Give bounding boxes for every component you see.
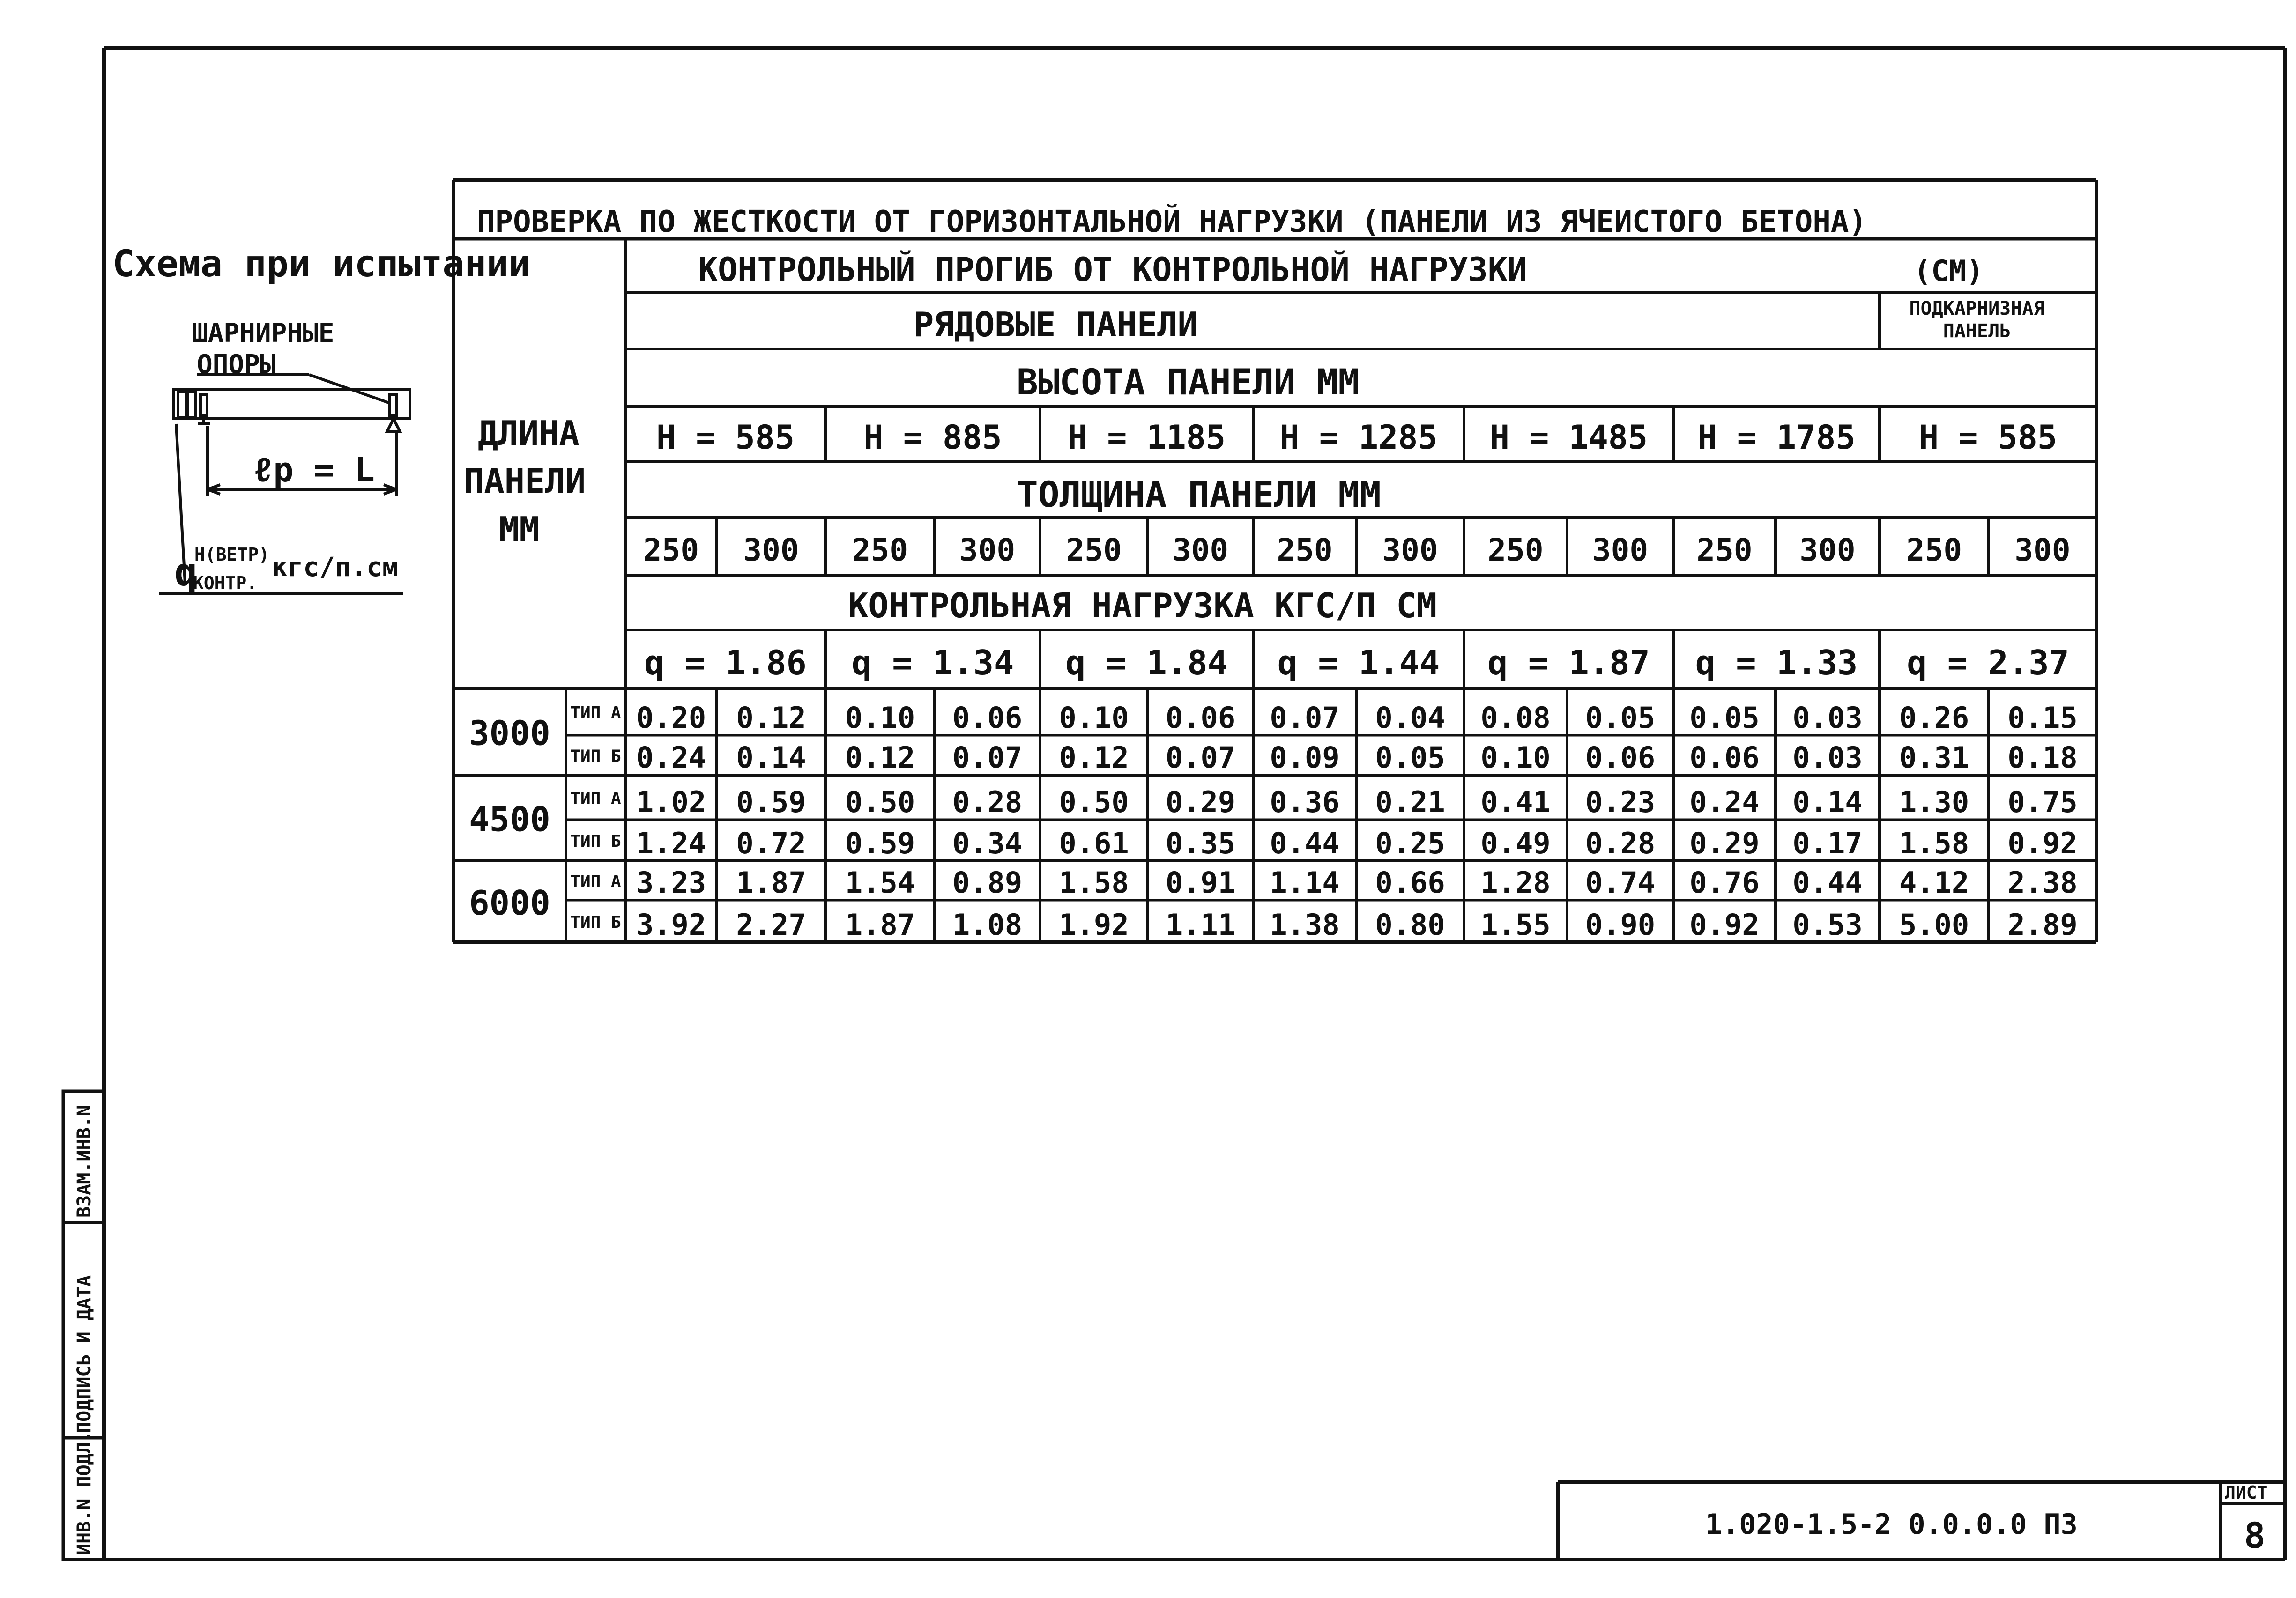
deflection-value: 0.74 xyxy=(1585,866,1656,900)
deflection-value: 0.06 xyxy=(1585,740,1656,775)
thickness-value: 300 xyxy=(2014,532,2071,568)
load-value: q = 1.86 xyxy=(644,643,807,682)
deflection-value: 0.53 xyxy=(1792,908,1863,942)
load-value: q = 1.44 xyxy=(1277,643,1440,682)
deflection-value: 0.44 xyxy=(1792,866,1863,900)
height-value: Н = 585 xyxy=(1918,418,2058,457)
load-symbol: q xyxy=(174,550,198,595)
load-superscript: Н(ВЕТР) xyxy=(194,544,270,565)
deflection-value: 1.08 xyxy=(952,908,1023,942)
deflection-value: 0.14 xyxy=(736,740,806,775)
deflection-value: 0.59 xyxy=(736,785,806,819)
deflection-value: 1.87 xyxy=(845,908,915,942)
deflection-value: 0.10 xyxy=(845,701,915,735)
deflection-value: 3.92 xyxy=(636,908,706,942)
deflection-value: 1.14 xyxy=(1270,866,1340,900)
row-panels-header: РЯДОВЫЕ ПАНЕЛИ xyxy=(914,305,1198,344)
length-header-line3: ММ xyxy=(499,510,540,549)
panel-type: ТИП Б xyxy=(570,747,621,766)
deflection-value: 0.10 xyxy=(1480,740,1551,775)
deflection-value: 0.21 xyxy=(1375,785,1445,819)
eave-panel-line1: ПОДКАРНИЗНАЯ xyxy=(1909,298,2045,319)
deflection-value: 1.58 xyxy=(1059,866,1129,900)
title-block xyxy=(1558,1482,2285,1560)
panel-type: ТИП А xyxy=(570,703,621,723)
scheme-title: Схема при испытании xyxy=(112,243,531,285)
thickness-value: 300 xyxy=(1172,532,1229,568)
deflection-value: 1.54 xyxy=(845,866,915,900)
deflection-value: 0.20 xyxy=(636,701,706,735)
deflection-value: 0.05 xyxy=(1689,701,1760,735)
panel-type: ТИП А xyxy=(570,789,621,808)
height-value: Н = 1285 xyxy=(1279,418,1438,457)
deflection-value: 0.44 xyxy=(1270,826,1340,860)
load-value: q = 1.33 xyxy=(1695,643,1858,682)
deflection-value: 2.38 xyxy=(2007,866,2078,900)
panel-length: 3000 xyxy=(469,713,550,753)
deflection-value: 1.24 xyxy=(636,826,706,860)
deflection-value: 0.15 xyxy=(2007,701,2078,735)
span-label: ℓр = L xyxy=(253,450,375,489)
height-value: Н = 585 xyxy=(656,418,795,457)
deflection-value: 0.61 xyxy=(1059,826,1129,860)
load-value: q = 2.37 xyxy=(1907,643,2069,682)
deflection-value: 0.41 xyxy=(1480,785,1551,819)
deflection-value: 0.76 xyxy=(1689,866,1760,900)
deflection-value: 0.59 xyxy=(845,826,915,860)
deflection-value: 0.66 xyxy=(1375,866,1445,900)
deflection-value: 3.23 xyxy=(636,866,706,900)
deflection-value: 0.18 xyxy=(2007,740,2078,775)
deflection-value: 0.36 xyxy=(1270,785,1340,819)
deflection-value: 0.90 xyxy=(1585,908,1656,942)
thickness-value: 300 xyxy=(959,532,1016,568)
length-header-line1: ДЛИНА xyxy=(478,414,580,453)
deflection-value: 0.72 xyxy=(736,826,806,860)
stamp-vzam-inv: ВЗАМ.ИНВ.N xyxy=(74,1105,95,1218)
deflection-value: 0.05 xyxy=(1585,701,1656,735)
deflection-value: 1.87 xyxy=(736,866,806,900)
height-value: Н = 885 xyxy=(863,418,1002,457)
deflection-value: 0.28 xyxy=(952,785,1023,819)
deflection-value: 1.58 xyxy=(1899,826,1969,860)
thickness-value: 300 xyxy=(743,532,799,568)
height-header: ВЫСОТА ПАНЕЛИ ММ xyxy=(1017,361,1360,403)
test-scheme xyxy=(112,243,530,595)
stamp-inv-podl: ИНВ.N ПОДЛ. xyxy=(74,1431,95,1555)
thickness-value: 250 xyxy=(1696,532,1753,568)
panel-length: 4500 xyxy=(469,799,550,839)
deflection-unit: (СМ) xyxy=(1914,254,1984,288)
deflection-value: 0.03 xyxy=(1792,701,1863,735)
deflection-value: 1.11 xyxy=(1165,908,1236,942)
deflection-value: 1.02 xyxy=(636,785,706,819)
thickness-value: 300 xyxy=(1799,532,1856,568)
deflection-value: 0.09 xyxy=(1270,740,1340,775)
deflection-value: 2.89 xyxy=(2007,908,2078,942)
deflection-value: 0.23 xyxy=(1585,785,1656,819)
panel-type: ТИП Б xyxy=(570,832,621,851)
deflection-header: КОНТРОЛЬНЫЙ ПРОГИБ ОТ КОНТРОЛЬНОЙ НАГРУЗКИ xyxy=(698,251,1528,289)
load-unit: кгс/п.см xyxy=(272,552,398,583)
thickness-value: 250 xyxy=(1066,532,1122,568)
deflection-value: 2.27 xyxy=(736,908,806,942)
deflection-value: 0.07 xyxy=(1165,740,1236,775)
load-header: КОНТРОЛЬНАЯ НАГРУЗКА КГС/П СМ xyxy=(848,586,1437,625)
thickness-value: 300 xyxy=(1382,532,1438,568)
deflection-value: 0.04 xyxy=(1375,701,1445,735)
deflection-value: 0.80 xyxy=(1375,908,1445,942)
deflection-value: 0.07 xyxy=(952,740,1023,775)
deflection-value: 1.38 xyxy=(1270,908,1340,942)
height-value: Н = 1185 xyxy=(1067,418,1226,457)
deflection-value: 0.05 xyxy=(1375,740,1445,775)
deflection-value: 0.29 xyxy=(1689,826,1760,860)
deflection-value: 0.25 xyxy=(1375,826,1445,860)
deflection-value: 0.24 xyxy=(636,740,706,775)
deflection-value: 0.24 xyxy=(1689,785,1760,819)
deflection-value: 0.49 xyxy=(1480,826,1551,860)
sheet-label: ЛИСТ xyxy=(2225,1482,2268,1503)
panel-type: ТИП А xyxy=(570,872,621,891)
stamp-signature-date: ПОДПИСЬ И ДАТА xyxy=(74,1275,95,1433)
deflection-value: 0.17 xyxy=(1792,826,1863,860)
deflection-value: 0.08 xyxy=(1480,701,1551,735)
deflection-value: 0.07 xyxy=(1270,701,1340,735)
thickness-value: 300 xyxy=(1592,532,1649,568)
deflection-value: 0.35 xyxy=(1165,826,1236,860)
side-stamp xyxy=(63,1091,104,1560)
deflection-value: 5.00 xyxy=(1899,908,1969,942)
stiffness-table xyxy=(453,180,2096,942)
thickness-value: 250 xyxy=(1906,532,1962,568)
height-value: Н = 1485 xyxy=(1489,418,1648,457)
thickness-value: 250 xyxy=(643,532,699,568)
deflection-value: 0.06 xyxy=(952,701,1023,735)
deflection-value: 4.12 xyxy=(1899,866,1969,900)
thickness-value: 250 xyxy=(1277,532,1333,568)
deflection-value: 0.12 xyxy=(1059,740,1129,775)
table-title: ПРОВЕРКА ПО ЖЕСТКОСТИ ОТ ГОРИЗОНТАЛЬНОЙ НАГРУЗКИ (ПАНЕЛИ ИЗ ЯЧЕИСТОГО БЕТОНА) xyxy=(477,205,1867,239)
thickness-value: 250 xyxy=(852,532,908,568)
deflection-value: 0.31 xyxy=(1899,740,1969,775)
eave-panel-line2: ПАНЕЛЬ xyxy=(1943,320,2011,342)
deflection-value: 0.28 xyxy=(1585,826,1656,860)
sheet-number: 8 xyxy=(2244,1515,2266,1556)
deflection-value: 0.89 xyxy=(952,866,1023,900)
deflection-value: 0.50 xyxy=(845,785,915,819)
deflection-value: 0.91 xyxy=(1165,866,1236,900)
length-header-line2: ПАНЕЛИ xyxy=(464,461,586,501)
deflection-value: 0.06 xyxy=(1689,740,1760,775)
supports-label-line2: ОПОРЫ xyxy=(197,349,276,380)
deflection-value: 0.06 xyxy=(1165,701,1236,735)
deflection-value: 0.03 xyxy=(1792,740,1863,775)
deflection-value: 0.12 xyxy=(845,740,915,775)
deflection-value: 1.55 xyxy=(1480,908,1551,942)
height-value: Н = 1785 xyxy=(1697,418,1856,457)
deflection-value: 0.34 xyxy=(952,826,1023,860)
thickness-value: 250 xyxy=(1487,532,1544,568)
load-value: q = 1.34 xyxy=(851,643,1014,682)
supports-label-line1: ШАРНИРНЫЕ xyxy=(192,318,334,348)
deflection-value: 1.28 xyxy=(1480,866,1551,900)
deflection-value: 0.92 xyxy=(2007,826,2078,860)
deflection-value: 0.12 xyxy=(736,701,806,735)
deflection-value: 0.29 xyxy=(1165,785,1236,819)
deflection-value: 0.75 xyxy=(2007,785,2078,819)
deflection-value: 0.10 xyxy=(1059,701,1129,735)
deflection-value: 0.26 xyxy=(1899,701,1969,735)
deflection-value: 0.50 xyxy=(1059,785,1129,819)
load-value: q = 1.84 xyxy=(1065,643,1228,682)
thickness-header: ТОЛЩИНА ПАНЕЛИ ММ xyxy=(1017,473,1381,515)
deflection-value: 0.14 xyxy=(1792,785,1863,819)
deflection-value: 0.92 xyxy=(1689,908,1760,942)
load-value: q = 1.87 xyxy=(1487,643,1650,682)
panel-type: ТИП Б xyxy=(570,913,621,932)
deflection-value: 1.30 xyxy=(1899,785,1969,819)
panel-length: 6000 xyxy=(469,883,550,923)
drawing-code: 1.020-1.5-2 0.0.0.0 ПЗ xyxy=(1705,1508,2078,1541)
deflection-value: 1.92 xyxy=(1059,908,1129,942)
load-subscript: КОНТР. xyxy=(193,573,258,593)
